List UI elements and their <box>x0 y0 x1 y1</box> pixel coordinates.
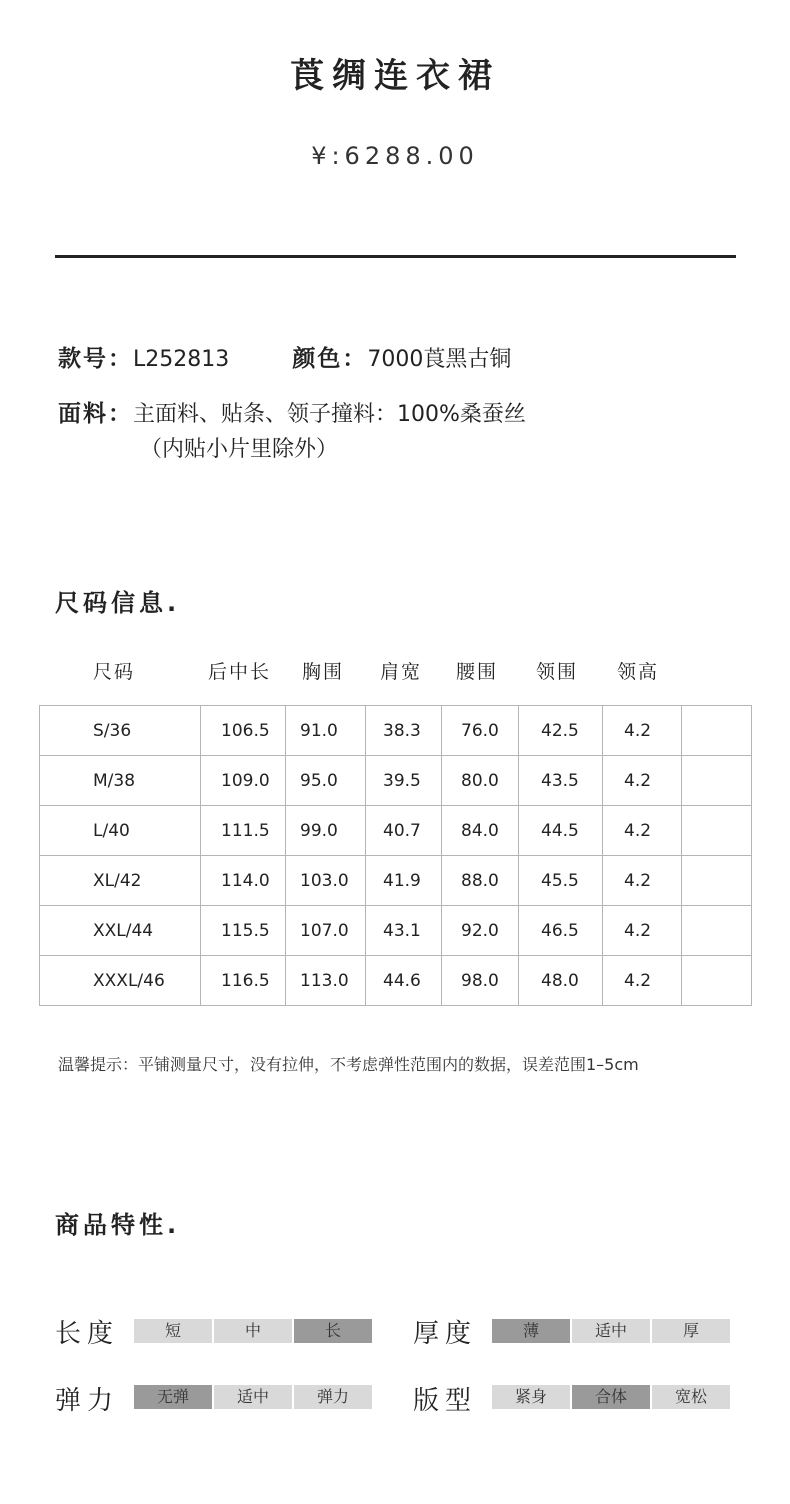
color-label: 颜色： <box>292 346 368 372</box>
measurement-cell: 113.0 <box>286 956 366 1006</box>
measurement-cell: 4.2 <box>603 956 682 1006</box>
table-row <box>40 956 752 1006</box>
measurement-cell: 4.2 <box>603 756 682 806</box>
measurement-cell <box>682 756 752 806</box>
measurement-cell: 4.2 <box>603 856 682 906</box>
fabric-note: （内贴小片里除外） <box>140 437 339 462</box>
table-row <box>40 756 752 806</box>
size-cell: M/38 <box>40 756 201 806</box>
measurement-cell: 48.0 <box>519 956 603 1006</box>
measurement-cell: 46.5 <box>519 906 603 956</box>
feature-option-length-2: 长 <box>294 1319 372 1343</box>
measurement-cell: 115.5 <box>201 906 286 956</box>
measurement-cell <box>682 856 752 906</box>
header-size: 尺码 <box>93 661 136 683</box>
measurement-cell: 38.3 <box>366 706 442 756</box>
feature-option-elasticity-2: 弹力 <box>294 1385 372 1409</box>
table-row <box>40 906 752 956</box>
header-collar-height: 领高 <box>617 661 660 683</box>
feature-option-thickness-0: 薄 <box>492 1319 570 1343</box>
product-price: ¥:6288.00 <box>311 142 479 170</box>
measurement-cell: 92.0 <box>442 906 519 956</box>
measurement-cell: 80.0 <box>442 756 519 806</box>
feature-option-fit-1: 合体 <box>572 1385 650 1409</box>
measurement-cell: 109.0 <box>201 756 286 806</box>
feature-option-elasticity-1: 适中 <box>214 1385 292 1409</box>
measurement-cell: 45.5 <box>519 856 603 906</box>
product-title: 莨绸连衣裙 <box>290 56 500 96</box>
size-table <box>39 705 752 1006</box>
feature-option-fit-0: 紧身 <box>492 1385 570 1409</box>
header-back-length: 后中长 <box>208 661 272 683</box>
measurement-cell: 84.0 <box>442 806 519 856</box>
measurement-cell: 111.5 <box>201 806 286 856</box>
divider <box>55 255 736 258</box>
fabric-label: 面料： <box>58 401 133 427</box>
table-row <box>40 706 752 756</box>
measurement-cell: 4.2 <box>603 806 682 856</box>
measurement-cell: 114.0 <box>201 856 286 906</box>
measurement-cell: 98.0 <box>442 956 519 1006</box>
header-neck: 领围 <box>536 661 579 683</box>
measurement-cell <box>682 806 752 856</box>
measurement-cell: 4.2 <box>603 706 682 756</box>
measurement-cell: 95.0 <box>286 756 366 806</box>
header-shoulder: 肩宽 <box>380 661 423 683</box>
feature-label-elasticity: 弹力 <box>55 1386 120 1416</box>
measurement-cell: 42.5 <box>519 706 603 756</box>
measurement-tip: 温馨提示：平铺测量尺寸，没有拉伸，不考虑弹性范围内的数据，误差范围1–5cm <box>58 1055 639 1074</box>
feature-label-length: 长度 <box>55 1319 120 1349</box>
measurement-cell: 40.7 <box>366 806 442 856</box>
style-number-value: L252813 <box>133 347 230 372</box>
features-section-title: 商品特性. <box>55 1211 181 1239</box>
measurement-cell: 107.0 <box>286 906 366 956</box>
measurement-cell: 76.0 <box>442 706 519 756</box>
feature-option-elasticity-0: 无弹 <box>134 1385 212 1409</box>
header-bust: 胸围 <box>302 661 345 683</box>
measurement-cell: 103.0 <box>286 856 366 906</box>
header-waist: 腰围 <box>456 661 499 683</box>
size-cell: S/36 <box>40 706 201 756</box>
measurement-cell: 39.5 <box>366 756 442 806</box>
table-row <box>40 856 752 906</box>
measurement-cell: 88.0 <box>442 856 519 906</box>
fabric-value: 主面料、贴条、领子撞料：100%桑蚕丝 <box>133 402 526 427</box>
measurement-cell <box>682 906 752 956</box>
feature-option-thickness-1: 适中 <box>572 1319 650 1343</box>
size-cell: XXXL/46 <box>40 956 201 1006</box>
style-number-label: 款号： <box>58 346 133 372</box>
measurement-cell: 4.2 <box>603 906 682 956</box>
measurement-cell: 44.6 <box>366 956 442 1006</box>
color-value: 7000莨黑古铜 <box>367 347 512 372</box>
feature-label-thickness: 厚度 <box>413 1319 478 1349</box>
measurement-cell: 44.5 <box>519 806 603 856</box>
size-cell: XL/42 <box>40 856 201 906</box>
measurement-cell: 41.9 <box>366 856 442 906</box>
style-color-row <box>58 340 511 373</box>
measurement-cell <box>682 706 752 756</box>
feature-option-length-0: 短 <box>134 1319 212 1343</box>
feature-label-fit: 版型 <box>413 1386 478 1416</box>
measurement-cell: 106.5 <box>201 706 286 756</box>
measurement-cell: 116.5 <box>201 956 286 1006</box>
feature-option-length-1: 中 <box>214 1319 292 1343</box>
table-row <box>40 806 752 856</box>
fabric-row <box>58 395 526 428</box>
measurement-cell <box>682 956 752 1006</box>
feature-option-fit-2: 宽松 <box>652 1385 730 1409</box>
measurement-cell: 43.5 <box>519 756 603 806</box>
measurement-cell: 91.0 <box>286 706 366 756</box>
measurement-cell: 99.0 <box>286 806 366 856</box>
size-cell: XXL/44 <box>40 906 201 956</box>
size-cell: L/40 <box>40 806 201 856</box>
size-section-title: 尺码信息. <box>55 589 181 617</box>
feature-option-thickness-2: 厚 <box>652 1319 730 1343</box>
measurement-cell: 43.1 <box>366 906 442 956</box>
